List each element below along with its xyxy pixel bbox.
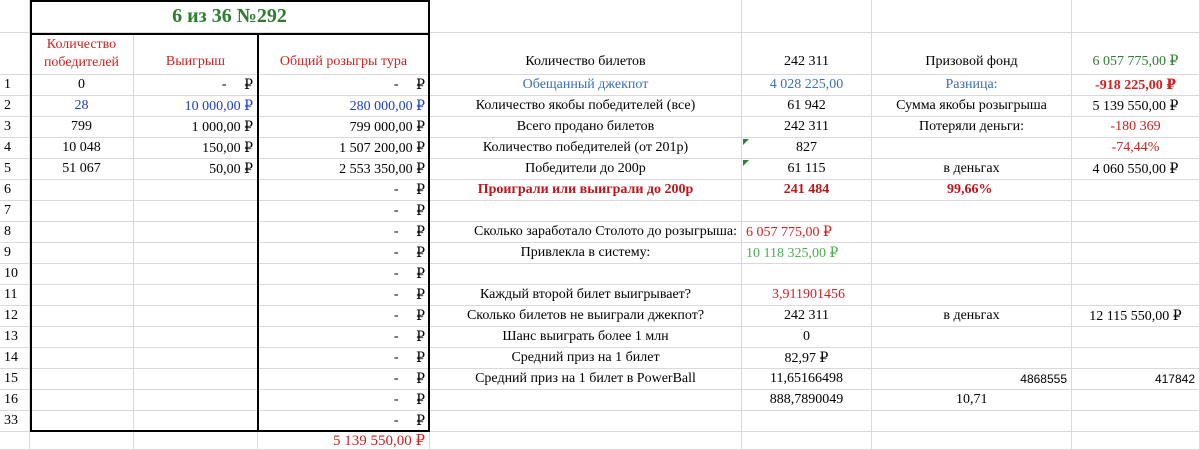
sheet-row-title (0, 0, 1200, 33)
cell-prize[interactable]: 1 000,00 ₽ (134, 117, 258, 138)
sheet-row-14 (0, 348, 1200, 369)
row-number[interactable]: 16 (0, 390, 30, 411)
label-tickets-count[interactable]: Количество билетов (430, 33, 742, 75)
cell[interactable] (1072, 0, 1200, 33)
cell[interactable] (1072, 243, 1200, 264)
value-lost-or-won-pct[interactable]: 99,66% (872, 180, 1072, 201)
sheet-row-1 (0, 75, 1200, 96)
label-winners-201[interactable]: Количество победителей (от 201р) (430, 138, 742, 159)
cell[interactable] (30, 180, 134, 201)
cell[interactable] (134, 432, 258, 450)
cell[interactable] (134, 243, 258, 264)
label-stoloto-earned[interactable]: Сколько заработало Столото до розыгрыша: (430, 222, 742, 243)
label-avg-powerball[interactable]: Средний приз на 1 билет в PowerBall (430, 369, 742, 390)
currency-sign: ₽ (416, 224, 425, 240)
value-winners-200[interactable]: 61 115 (742, 159, 872, 180)
cell[interactable] (872, 264, 1072, 285)
comment-indicator-icon[interactable] (743, 160, 749, 166)
cell[interactable] (134, 201, 258, 222)
cell-prize[interactable]: 150,00 ₽ (134, 138, 258, 159)
value-prize-fund[interactable]: 6 057 775,00 ₽ (1072, 33, 1200, 75)
cell[interactable] (30, 201, 134, 222)
sheet-row-8 (0, 222, 1200, 243)
value-supposed-winners[interactable]: 61 942 (742, 96, 872, 117)
cell-total[interactable] (258, 411, 430, 432)
cell[interactable] (742, 432, 872, 450)
currency-sign: ₽ (416, 203, 425, 219)
sheet-row-16 (0, 390, 1200, 411)
cell[interactable] (742, 264, 872, 285)
cell[interactable] (30, 348, 134, 369)
sheet-row-headers (0, 33, 1200, 75)
value-10-71[interactable]: 10,71 (872, 390, 1072, 411)
cell-total[interactable] (258, 348, 430, 369)
currency-sign: ₽ (244, 77, 253, 93)
cell[interactable] (430, 264, 742, 285)
currency-sign: ₽ (416, 245, 425, 261)
cell-total[interactable] (258, 390, 430, 411)
value-pb-b[interactable]: 417842 (1072, 369, 1200, 390)
cell[interactable] (872, 285, 1072, 306)
row-number[interactable]: 12 (0, 306, 30, 327)
cell-total[interactable] (258, 327, 430, 348)
cell[interactable] (872, 348, 1072, 369)
dash: - (393, 203, 399, 218)
cell[interactable] (30, 411, 134, 432)
sheet-row-sum (0, 432, 1200, 450)
value-difference[interactable]: -918 225,00 ₽ (1072, 75, 1200, 96)
dash: - (393, 266, 399, 281)
row-header-cell[interactable] (0, 0, 30, 33)
label-every-second[interactable]: Каждый второй билет выигрывает? (430, 285, 742, 306)
cell-winners[interactable]: 51 067 (30, 159, 134, 180)
currency-sign: ₽ (416, 329, 425, 345)
value-avg-powerball[interactable]: 11,65166498 (742, 369, 872, 390)
dash: - (221, 77, 227, 92)
dash: - (393, 413, 399, 428)
value-not-won-jackpot[interactable]: 242 311 (742, 306, 872, 327)
row-number[interactable]: 5 (0, 159, 30, 180)
value-lost-percent[interactable]: -74,44% (1072, 138, 1200, 159)
currency-sign: ₽ (416, 77, 425, 93)
cell-total[interactable] (258, 201, 430, 222)
cell-prize[interactable]: 50,00 ₽ (134, 159, 258, 180)
label-attracted[interactable]: Привлекла в систему: (430, 243, 742, 264)
cell[interactable] (872, 327, 1072, 348)
cell[interactable] (872, 222, 1072, 243)
cell[interactable] (872, 0, 1072, 33)
cell-total[interactable]: 799 000,00 ₽ (258, 117, 430, 138)
cell-winners[interactable]: 799 (30, 117, 134, 138)
cell[interactable] (1072, 411, 1200, 432)
label-lost-money[interactable]: Потеряли деньги: (872, 117, 1072, 138)
dash: - (393, 308, 399, 323)
sheet-row-5 (0, 159, 1200, 180)
label-winners-200[interactable]: Победители до 200р (430, 159, 742, 180)
header-total-tour[interactable]: Общий розыгры тура (258, 33, 430, 75)
sheet-row-10 (0, 264, 1200, 285)
sheet-row-9 (0, 243, 1200, 264)
cell[interactable] (872, 201, 1072, 222)
label-difference[interactable]: Разница: (872, 75, 1072, 96)
row-number[interactable]: 6 (0, 180, 30, 201)
cell[interactable] (1072, 285, 1200, 306)
cell[interactable] (134, 327, 258, 348)
row-number[interactable]: 15 (0, 369, 30, 390)
row-number[interactable]: 11 (0, 285, 30, 306)
cell-total[interactable]: 280 000,00 ₽ (258, 96, 430, 117)
sheet-row-7 (0, 201, 1200, 222)
cell[interactable] (30, 327, 134, 348)
cell[interactable] (134, 348, 258, 369)
cell-total[interactable] (258, 264, 430, 285)
label-not-won-jackpot[interactable]: Сколько билетов не выиграли джекпот? (430, 306, 742, 327)
cell[interactable] (1072, 327, 1200, 348)
currency-sign: ₽ (416, 371, 425, 387)
cell-prize[interactable]: 10 000,00 ₽ (134, 96, 258, 117)
row-number[interactable]: 2 (0, 96, 30, 117)
row-number[interactable]: 4 (0, 138, 30, 159)
row-number[interactable]: 7 (0, 201, 30, 222)
label-supposed-winners[interactable]: Количество якобы победителей (все) (430, 96, 742, 117)
label-supposed-draw-sum[interactable]: Сумма якобы розыгрыша (872, 96, 1072, 117)
label-prize-fund[interactable]: Призовой фонд (872, 33, 1072, 75)
cell[interactable] (134, 411, 258, 432)
value-tickets-count[interactable]: 242 311 (742, 33, 872, 75)
sheet-row-11 (0, 285, 1200, 306)
cell-total[interactable] (258, 243, 430, 264)
table-sum[interactable]: 5 139 550,00 ₽ (258, 432, 430, 450)
row-header-cell[interactable] (0, 432, 30, 450)
row-header-cell[interactable] (0, 33, 30, 75)
value-lost-money[interactable]: -180 369 (1072, 117, 1200, 138)
value-total-sold[interactable]: 242 311 (742, 117, 872, 138)
comment-indicator-icon[interactable] (743, 139, 749, 145)
cell[interactable] (30, 432, 134, 450)
value-888[interactable]: 888,7890049 (742, 390, 872, 411)
dash: - (393, 350, 399, 365)
cell[interactable] (430, 411, 742, 432)
cell[interactable] (30, 306, 134, 327)
cell[interactable] (742, 0, 872, 33)
sheet-row-15 (0, 369, 1200, 390)
header-winners-count[interactable]: Количество победителей (30, 33, 134, 75)
label-avg-prize[interactable]: Средний приз на 1 билет (430, 348, 742, 369)
cell-total[interactable] (258, 75, 430, 96)
header-prize[interactable]: Выигрыш (134, 33, 258, 75)
currency-sign: ₽ (416, 287, 425, 303)
row-number[interactable]: 13 (0, 327, 30, 348)
value-supposed-draw-sum[interactable]: 5 139 550,00 ₽ (1072, 96, 1200, 117)
cell[interactable] (30, 264, 134, 285)
sheet-row-33 (0, 411, 1200, 432)
row-number[interactable]: 3 (0, 117, 30, 138)
row-number[interactable]: 9 (0, 243, 30, 264)
cell[interactable] (430, 0, 742, 33)
cell[interactable] (1072, 390, 1200, 411)
value-every-second[interactable]: 3,911901456 (742, 285, 872, 306)
cell-winners[interactable]: 0 (30, 75, 134, 96)
dash: - (393, 329, 399, 344)
value-winners-201[interactable]: 827 (742, 138, 872, 159)
label-in-money-2[interactable]: в деньгах (872, 306, 1072, 327)
cell[interactable] (430, 432, 742, 450)
sheet-row-6 (0, 180, 1200, 201)
cell[interactable] (872, 432, 1072, 450)
cell[interactable] (134, 390, 258, 411)
currency-sign: ₽ (416, 413, 425, 429)
cell[interactable] (134, 285, 258, 306)
cell-total[interactable]: 1 507 200,00 ₽ (258, 138, 430, 159)
label-chance-1m[interactable]: Шанс выиграть более 1 млн (430, 327, 742, 348)
sheet-row-3 (0, 117, 1200, 138)
row-number[interactable]: 1 (0, 75, 30, 96)
cell-total[interactable]: 2 553 350,00 ₽ (258, 159, 430, 180)
sheet-title[interactable]: 6 из 36 №292 (30, 0, 430, 33)
cell[interactable] (1072, 348, 1200, 369)
row-number[interactable]: 14 (0, 348, 30, 369)
dash: - (393, 287, 399, 302)
value-attracted[interactable]: 10 118 325,00 ₽ (742, 243, 872, 264)
dash: - (393, 77, 399, 92)
cell[interactable] (872, 243, 1072, 264)
currency-sign: ₽ (416, 266, 425, 282)
row-number[interactable]: 33 (0, 411, 30, 432)
sheet-row-2 (0, 96, 1200, 117)
currency-sign: ₽ (416, 308, 425, 324)
cell-total[interactable] (258, 222, 430, 243)
label-total-sold[interactable]: Всего продано билетов (430, 117, 742, 138)
cell[interactable] (430, 390, 742, 411)
label-lost-or-won[interactable]: Проиграли или выиграли до 200р (430, 180, 742, 201)
cell[interactable] (134, 264, 258, 285)
cell-total[interactable] (258, 369, 430, 390)
row-number[interactable]: 8 (0, 222, 30, 243)
label-promised-jackpot[interactable]: Обещанный джекпот (430, 75, 742, 96)
sheet-row-13 (0, 327, 1200, 348)
cell-winners[interactable]: 28 (30, 96, 134, 117)
cell[interactable] (1072, 201, 1200, 222)
cell[interactable] (134, 306, 258, 327)
cell-prize[interactable] (134, 75, 258, 96)
value-avg-prize[interactable]: 82,97 ₽ (742, 348, 872, 369)
cell[interactable] (30, 243, 134, 264)
cell[interactable] (742, 411, 872, 432)
sheet-row-4 (0, 138, 1200, 159)
cell-total[interactable] (258, 285, 430, 306)
cell[interactable] (1072, 432, 1200, 450)
cell[interactable] (1072, 264, 1200, 285)
value-promised-jackpot[interactable]: 4 028 225,00 (742, 75, 872, 96)
cell[interactable] (1072, 180, 1200, 201)
cell[interactable] (30, 222, 134, 243)
cell[interactable] (134, 180, 258, 201)
value-stoloto-earned[interactable]: 6 057 775,00 ₽ (742, 222, 872, 243)
cell[interactable] (742, 201, 872, 222)
dash: - (393, 224, 399, 239)
value-lost-or-won[interactable]: 241 484 (742, 180, 872, 201)
row-number[interactable]: 10 (0, 264, 30, 285)
cell[interactable] (30, 285, 134, 306)
currency-sign: ₽ (416, 350, 425, 366)
label-in-money[interactable]: в деньгах (872, 159, 1072, 180)
cell[interactable] (30, 390, 134, 411)
value-chance-1m[interactable]: 0 (742, 327, 872, 348)
cell-total[interactable] (258, 180, 430, 201)
cell[interactable] (430, 201, 742, 222)
dash: - (393, 245, 399, 260)
cell[interactable] (872, 411, 1072, 432)
cell[interactable] (134, 369, 258, 390)
cell[interactable] (30, 369, 134, 390)
dash: - (393, 182, 399, 197)
cell-total[interactable] (258, 306, 430, 327)
value-in-money-200[interactable]: 4 060 550,00 ₽ (1072, 159, 1200, 180)
currency-sign: ₽ (416, 392, 425, 408)
currency-sign: ₽ (416, 182, 425, 198)
sheet-row-12 (0, 306, 1200, 327)
value-not-won-money[interactable]: 12 115 550,00 ₽ (1072, 306, 1200, 327)
cell[interactable] (1072, 222, 1200, 243)
cell[interactable] (872, 138, 1072, 159)
cell-winners[interactable]: 10 048 (30, 138, 134, 159)
cell[interactable] (134, 222, 258, 243)
dash: - (393, 371, 399, 386)
value-pb-a[interactable]: 4868555 (872, 369, 1072, 390)
dash: - (393, 392, 399, 407)
